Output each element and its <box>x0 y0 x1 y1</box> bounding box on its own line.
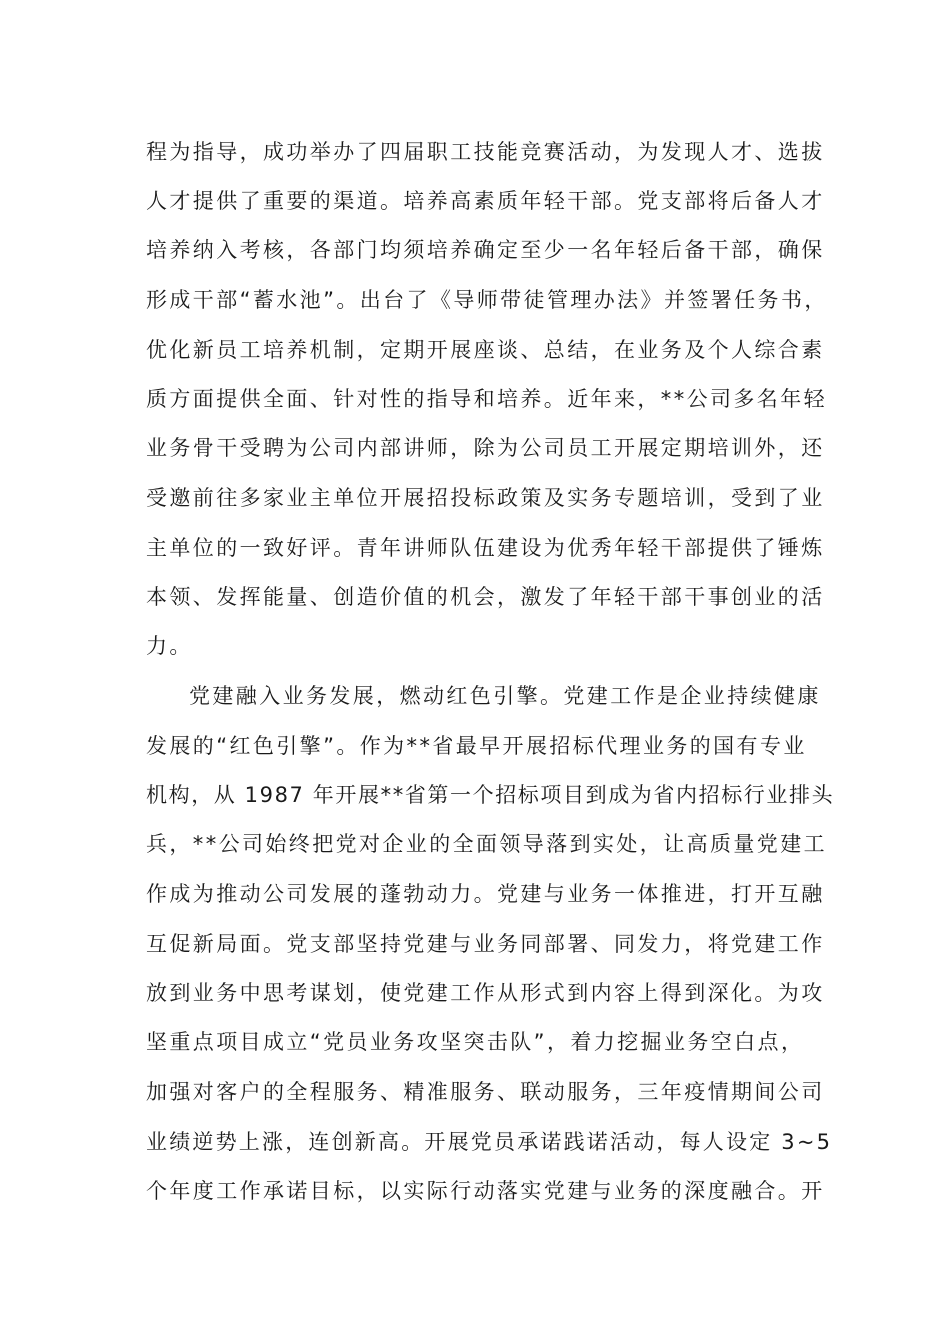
text-line-16: 作成为推动公司发展的蓬勃动力。党建与业务一体推进，打开互融 <box>146 882 825 906</box>
text-line-4: 形成干部“蓄水池”。出台了《导师带徒管理办法》并签署任务书， <box>146 288 828 312</box>
text-line-9: 主单位的一致好评。青年讲师队伍建设为优秀年轻干部提供了锤炼 <box>146 536 825 560</box>
text-line-1: 程为指导，成功举办了四届职工技能竞赛活动，为发现人才、选拔 <box>146 140 825 164</box>
text-line-7: 业务骨干受聘为公司内部讲师，除为公司员工开展定期培训外，还 <box>146 436 825 460</box>
text-line-14: 机构，从 1987 年开展**省第一个招标项目到成为省内招标行业排头 <box>146 783 835 807</box>
text-line-5: 优化新员工培养机制，定期开展座谈、总结，在业务及个人综合素 <box>146 338 825 362</box>
text-line-19: 坚重点项目成立“党员业务攻坚突击队”，着力挖掘业务空白点， <box>146 1030 805 1054</box>
text-line-3: 培养纳入考核，各部门均须培养确定至少一名年轻后备干部，确保 <box>146 238 825 262</box>
text-line-6: 质方面提供全面、针对性的指导和培养。近年来，**公司多名年轻 <box>146 387 827 411</box>
text-line-18: 放到业务中思考谋划，使党建工作从形式到内容上得到深化。为攻 <box>146 981 825 1005</box>
text-line-10: 本领、发挥能量、创造价值的机会，激发了年轻干部干事创业的活 <box>146 585 825 609</box>
text-line-8: 受邀前往多家业主单位开展招投标政策及实务专题培训，受到了业 <box>146 486 825 510</box>
text-line-17: 互促新局面。党支部坚持党建与业务同部署、同发力，将党建工作 <box>146 932 825 956</box>
text-line-2: 人才提供了重要的渠道。培养高素质年轻干部。党支部将后备人才 <box>146 189 825 213</box>
paragraph-first-line: 党建融入业务发展，燃动红色引擎。党建工作是企业持续健康 <box>189 684 821 708</box>
text-line-21: 业绩逆势上涨，连创新高。开展党员承诺践诺活动，每人设定 3~5 <box>146 1130 833 1154</box>
text-line-13: 发展的“红色引擎”。作为**省最早开展招标代理业务的国有专业 <box>146 734 807 758</box>
text-line-11: 力。 <box>146 634 193 658</box>
text-line-20: 加强对客户的全程服务、精准服务、联动服务，三年疫情期间公司 <box>146 1080 825 1104</box>
text-line-22: 个年度工作承诺目标，以实际行动落实党建与业务的深度融合。开 <box>146 1179 825 1203</box>
text-line-15: 兵，**公司始终把党对企业的全面领导落到实处，让高质量党建工 <box>146 832 827 856</box>
